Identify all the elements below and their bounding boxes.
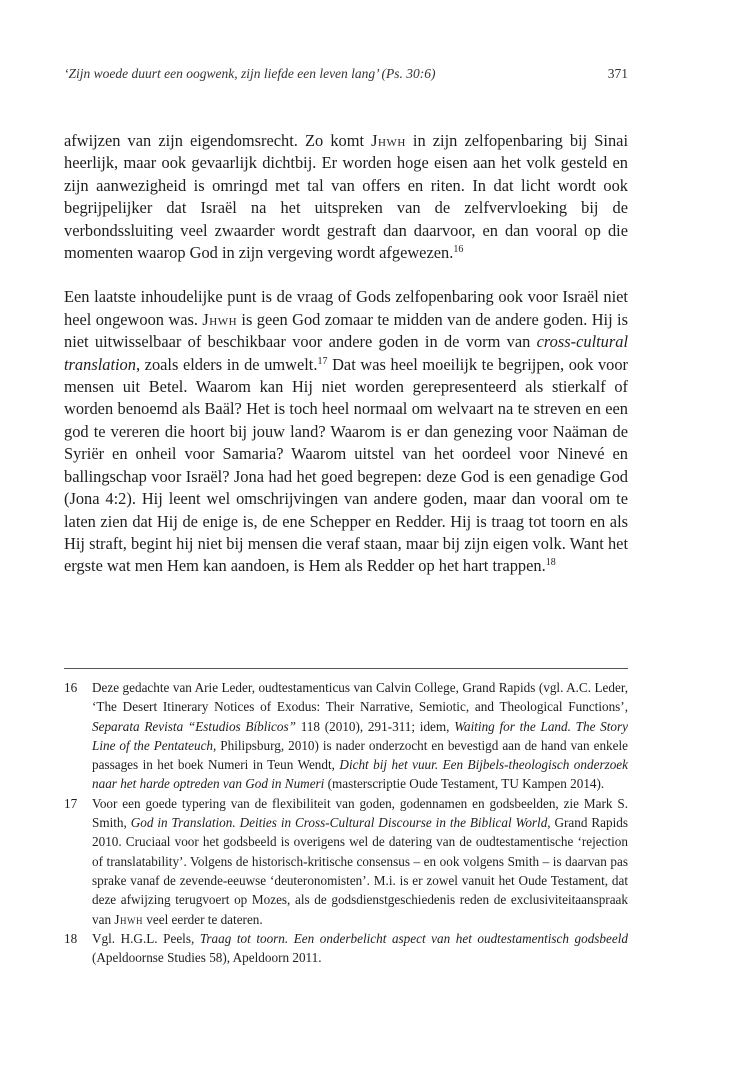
page-number: 371 <box>607 66 628 81</box>
footnote-text <box>92 680 628 791</box>
italic-text: Traag tot toorn. Een onderbelicht aspect van het oudtestamentisch godsbeeld <box>199 930 628 946</box>
italic-text: Separata Revista “Estudios Bíblicos” <box>92 718 296 734</box>
italic-text: Dicht bij het vuur. Een Bijbels-theologisch onderzoek naar het harde optreden van God in Numeri <box>92 757 629 792</box>
footnote-separator <box>64 668 628 669</box>
text-run: , Grand Rapids 2010. Cruciaal voor het godsbeeld is overigens wel de datering van de oudtestamentische ‘rejection of translatability’. Volgens de historisch-kritische consensus – en ook volgens Smith – is daarvan pas sprake vanaf de zevende-eeuwse ‘deuteronomisten’. M.i. is er zowel vanuit het Oude Testament, dat deze afwijzing terugvoert op Mozes, als de godsdienstgeschiedenis reden de exclusiviteitaanspraak van <box>92 815 629 927</box>
paragraph <box>64 130 628 264</box>
footnote-number: 16 <box>64 680 78 695</box>
text-run: Een laatste inhoudelijke punt is de vraag of Gods zelfopenbaring ook voor Israël niet heel ongewoon was. <box>64 287 628 329</box>
footnote-number: 17 <box>64 795 78 811</box>
divine-name: Jhwh <box>114 911 143 927</box>
footnote-reference: 18 <box>545 557 556 569</box>
italic-text: Waiting for the Land. The Story Line of the Pentateuch <box>92 718 628 753</box>
italic-text: cross-cultural translation <box>64 332 628 374</box>
footnote-text <box>92 931 628 965</box>
text-run: , zoals elders in de umwelt. <box>135 354 318 374</box>
text-run: Deze gedachte van Arie Leder, oudtestamenticus van Calvin College, Grand Rapids (vgl. A.C. Leder, ‘The Desert Itinerary Notices of Exodus: Their Narrative, Semiotic, and Theological Functions’, <box>92 680 628 715</box>
footnote <box>64 794 628 929</box>
text-run: in zijn zelfopenbaring bij Sinai heerlijk, maar ook gevaarlijk dichtbij. Er worden hoge eisen aan het volk gesteld en zijn aanwezigheid is omringd met tal van offers en riten. In dat licht wordt ook begrijpelijker dat Israël na het uitspreken van de zelfvervloeking bij de verbondssluiting veel zwaarder wordt gestraft dan daarvoor, en dan vooral op die momenten waarop God in zijn vergeving wordt afgewezen. <box>64 131 628 263</box>
text-run: , Philipsburg, 2010) is nader onderzocht en bevestigd aan de hand van enkele passages in het boek Numeri in Teun Wendt, <box>92 737 628 773</box>
text-run: veel eerder te dateren. <box>142 911 263 927</box>
footnote-reference: 17 <box>317 355 328 367</box>
text-run: (Apeldoornse Studies 58), Apeldoorn 2011. <box>92 950 322 966</box>
paragraph <box>64 286 628 577</box>
footnote-reference: 16 <box>453 244 464 256</box>
running-head-title: ‘Zijn woede duurt een oogwenk, zijn liefde een leven lang’ (Ps. 30:6) <box>64 66 436 81</box>
footnote-text <box>92 796 628 927</box>
running-head <box>64 66 628 82</box>
footnote-number: 18 <box>64 930 78 946</box>
text-run: Dat was heel moeilijk te begrijpen, ook voor mensen uit Betel. Waarom kan Hij niet worden gerepresenteerd als stierkalf of worden benoemd als Baäl? Het is toch heel normaal om welvaart na te streven en een god te vereren die hoort bij jouw land? Waarom is er dan genezing voor Naäman de Syriër en onheil voor Samaria? Waarom uitstel van het oordeel voor Ninevé en ballingschap voor Israël? Jona had het goed begrepen: deze God is een genadige God (Jona 4:2). Hij leent wel omschrijvingen van andere goden, maar dan vooral om te laten zien dat Hij de enige is, de ene Schepper en Redder. Hij is traag tot toorn en als Hij straft, begint hij niet bij mensen die veraf staan, maar bij zijn eigen volk. Want het ergste wat men Hem kan aandoen, is Hem als Redder op het hart trappen. <box>64 354 628 576</box>
text-run: afwijzen van zijn eigendomsrecht. Zo komt <box>64 131 372 150</box>
footnotes <box>64 678 628 967</box>
text-run: Vgl. H.G.L. Peels, <box>92 930 200 946</box>
footnote <box>64 929 628 968</box>
italic-text: God in Translation. Deities in Cross-Cultural Discourse in the Biblical World <box>130 815 548 831</box>
footnote <box>64 678 628 794</box>
divine-name: Jhwh <box>202 309 238 329</box>
divine-name: Jhwh <box>371 131 406 150</box>
text-run: (masterscriptie Oude Testament, TU Kampen 2014). <box>324 776 605 792</box>
text-run: 118 (2010), 291-311; idem, <box>295 718 455 734</box>
text-run: Voor een goede typering van de flexibiliteit van goden, godennamen en godsbeelden, zie Mark S. Smith, <box>92 795 628 831</box>
body-text <box>64 130 628 578</box>
text-run: is geen God zomaar te midden van de andere goden. Hij is niet uitwisselbaar of beschikbaar voor andere goden in de vorm van <box>64 309 628 352</box>
